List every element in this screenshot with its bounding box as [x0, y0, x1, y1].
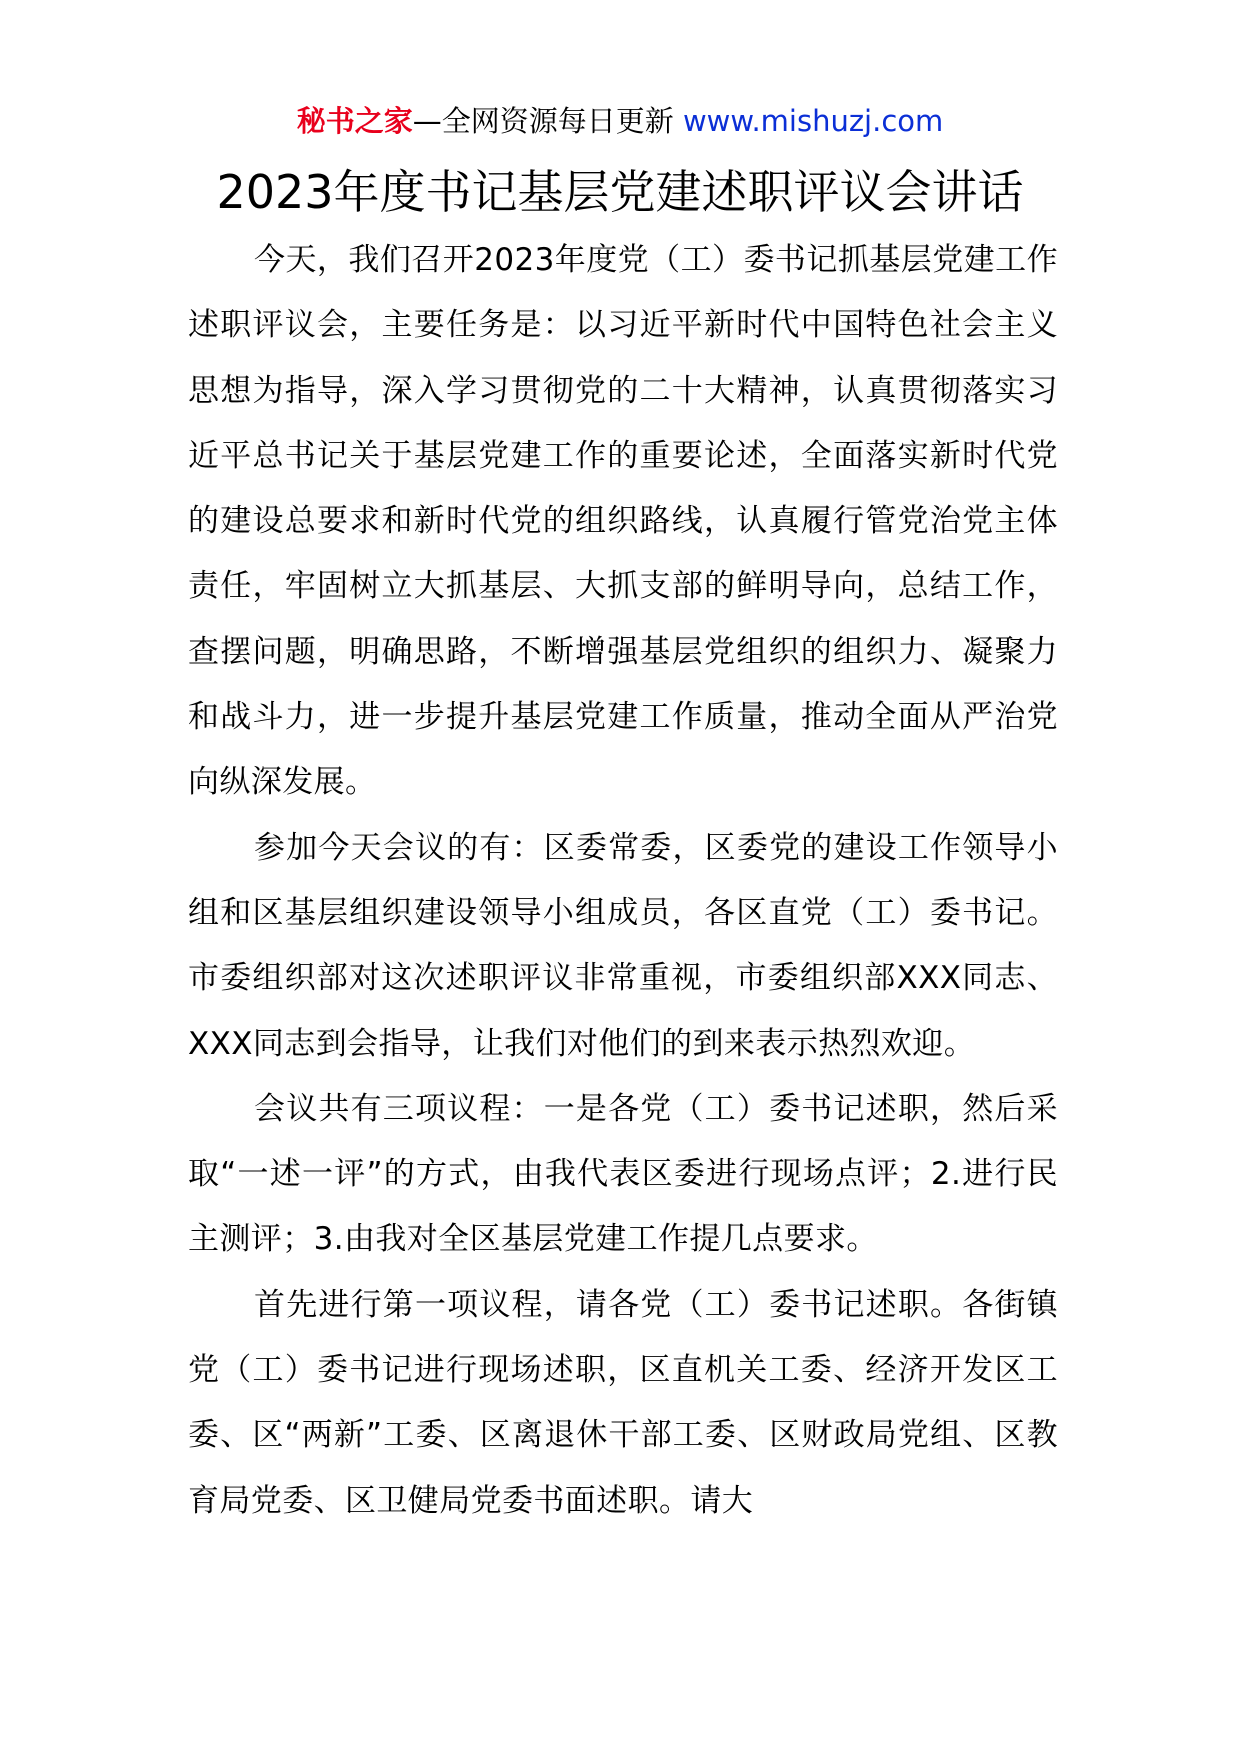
brand-name: 秘书之家: [296, 104, 413, 138]
paragraph: 首先进行第一项议程，请各党（工）委书记述职。各街镇党（工）委书记进行现场述职，区直机关工委、经济开发区工委、区“两新”工委、区离退休干部工委、区财政局党组、区教育局党委、区卫健局党委书面述职。请大: [188, 1286, 1058, 1519]
site-url[interactable]: www.mishuzj.com: [682, 104, 944, 138]
header-tagline: —全网资源每日更新: [412, 104, 674, 138]
document-title: 2023年度书记基层党建述职评议会讲话: [216, 165, 1024, 219]
paragraph: 参加今天会议的有：区委常委，区委党的建设工作领导小组和区基层组织建设领导小组成员，各区直党（工）委书记。市委组织部对这次述职评议非常重视，市委组织部XXX同志、XXX同志到会指导，让我们对他们的到来表示热烈欢迎。: [188, 829, 1058, 1062]
site-header: [0, 101, 1240, 141]
document-body: [188, 228, 1058, 1534]
paragraph: 今天，我们召开2023年度党（工）委书记抓基层党建工作述职评议会，主要任务是：以习近平新时代中国特色社会主义思想为指导，深入学习贯彻党的二十大精神，认真贯彻落实习近平总书记关于基层党建工作的重要论述，全面落实新时代党的建设总要求和新时代党的组织路线，认真履行管党治党主体责任，牢固树立大抓基层、大抓支部的鲜明导向，总结工作，查摆问题，明确思路，不断增强基层党组织的组织力、凝聚力和战斗力，进一步提升基层党建工作质量，推动全面从严治党向纵深发展。: [188, 242, 1058, 801]
paragraph: 会议共有三项议程：一是各党（工）委书记述职，然后采取“一述一评”的方式，由我代表区委进行现场点评；2.进行民主测评；3.由我对全区基层党建工作提几点要求。: [188, 1090, 1058, 1258]
